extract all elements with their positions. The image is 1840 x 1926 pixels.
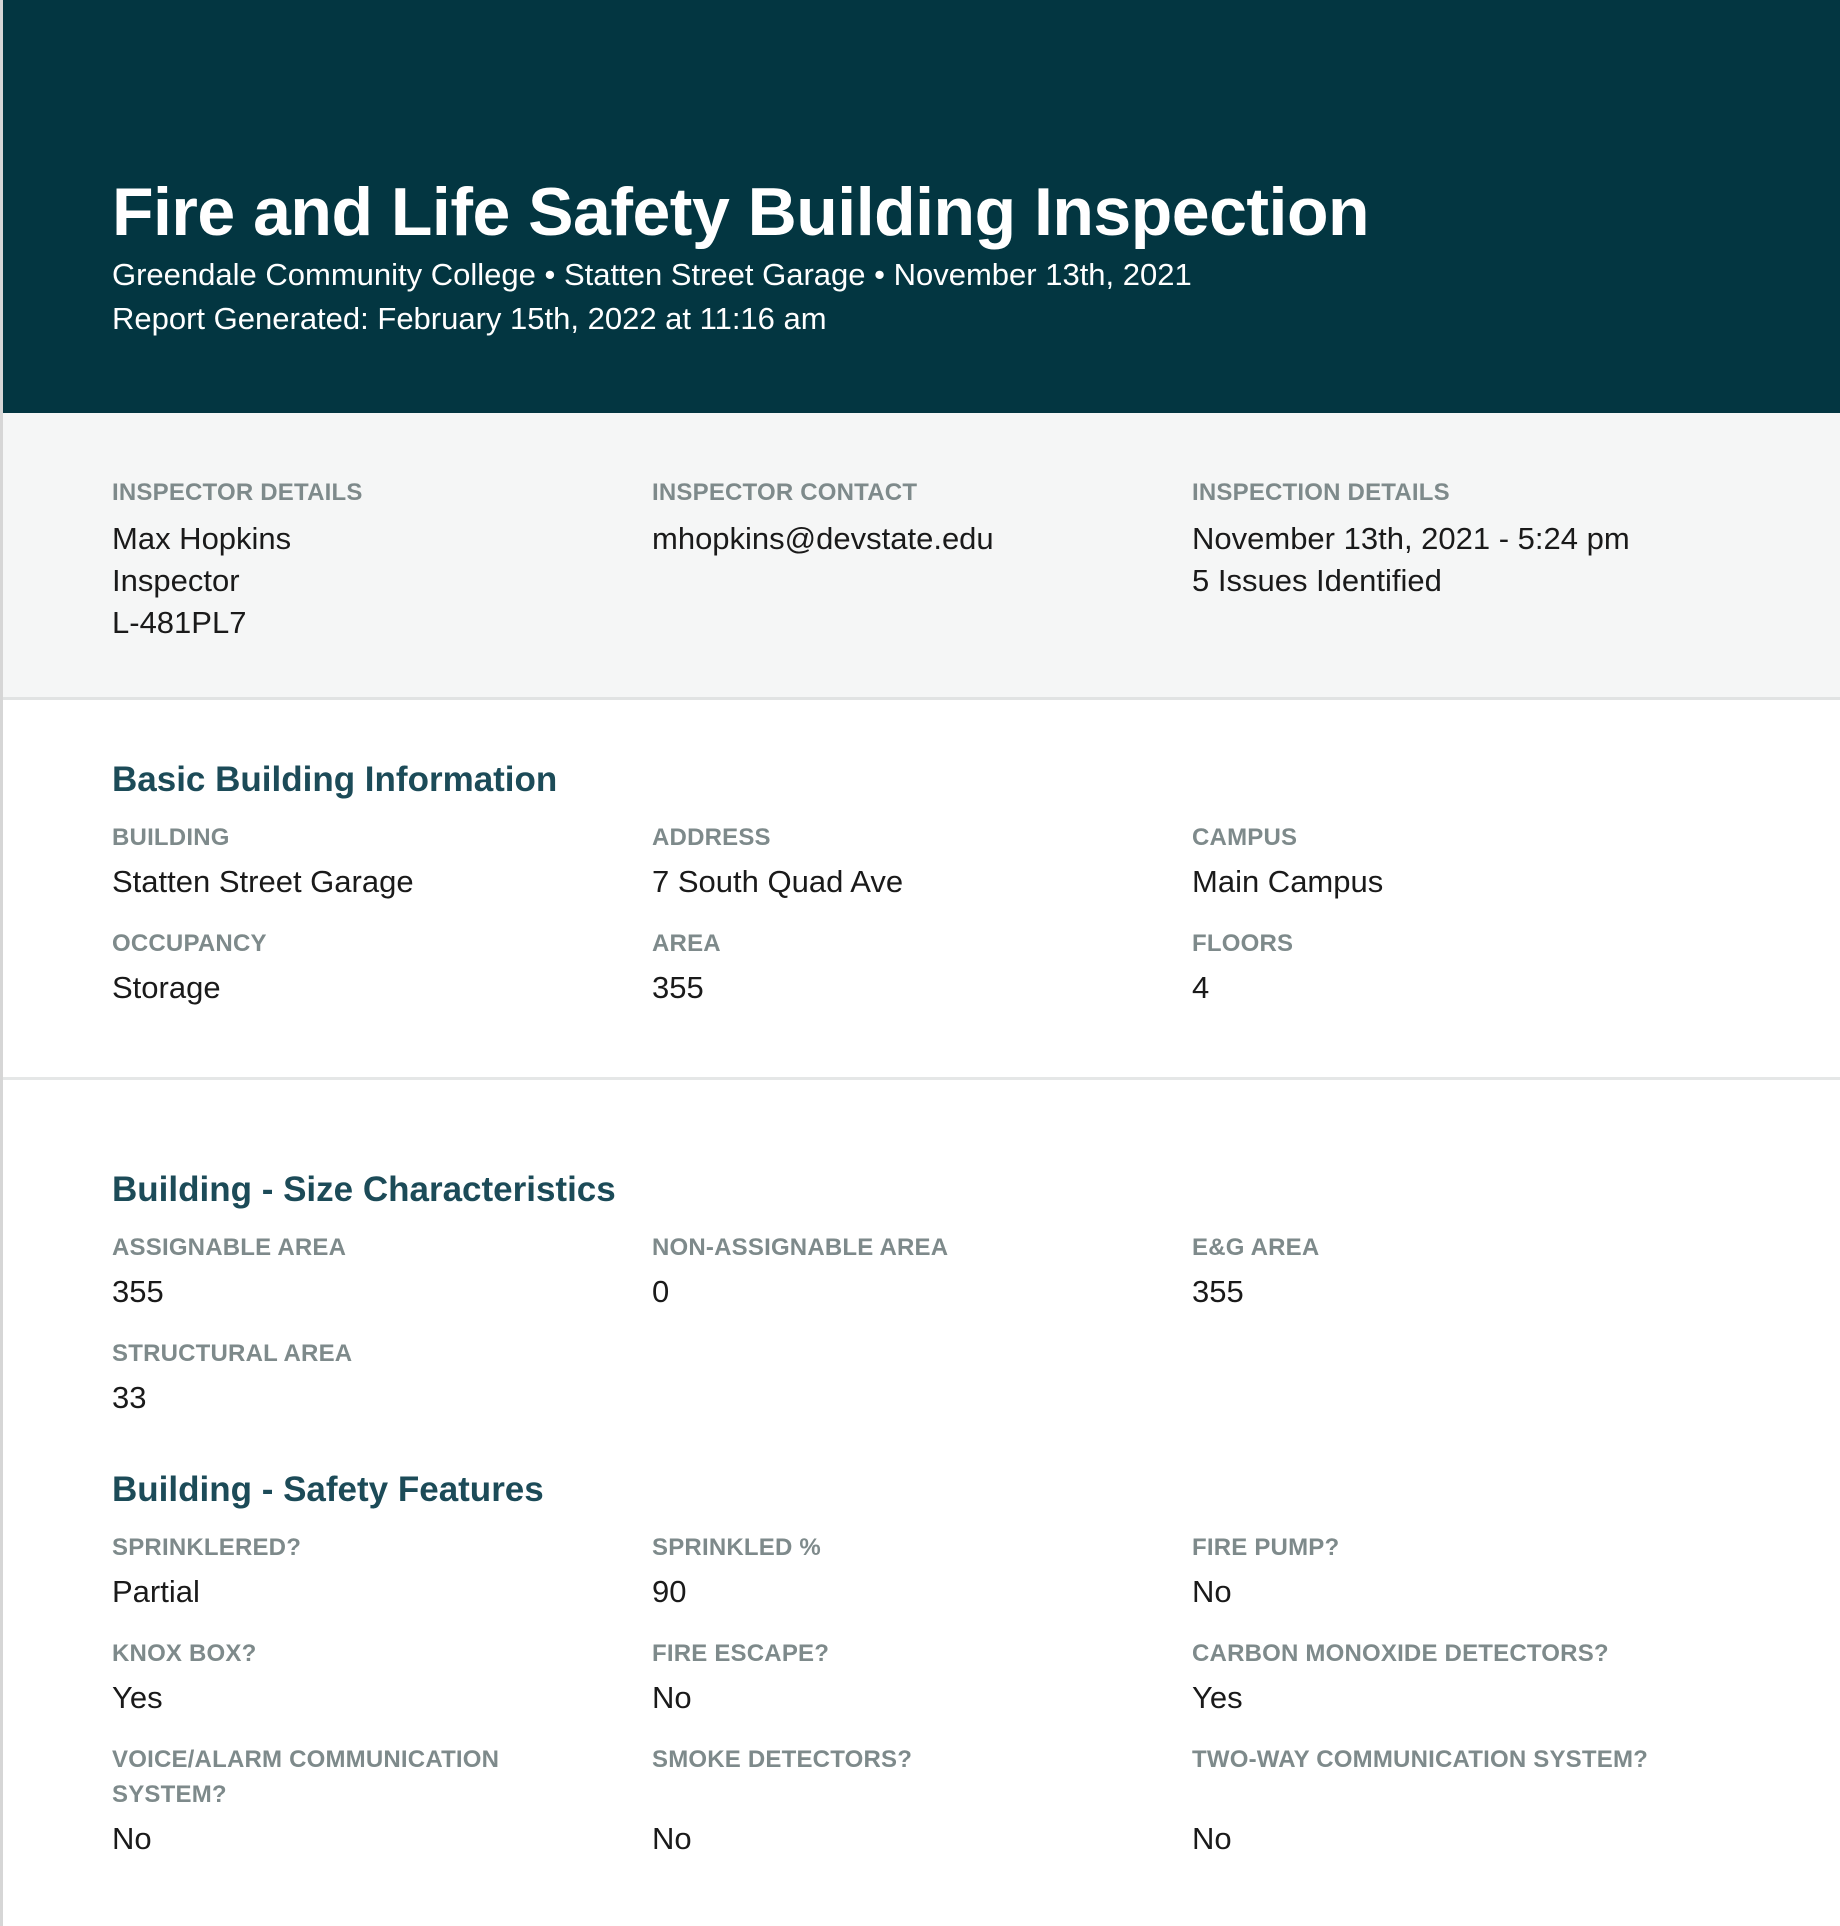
field-value: Yes — [112, 1680, 163, 1715]
field-label: CAMPUS — [1192, 824, 1298, 851]
field-assignable-area — [112, 1230, 652, 1336]
field-label: FIRE PUMP? — [1192, 1534, 1340, 1561]
field-label: BUILDING — [112, 824, 230, 851]
field-value: Yes — [1192, 1680, 1243, 1715]
inspector-contact — [652, 475, 1192, 644]
field-occupancy — [112, 926, 652, 1032]
report-generated: Report Generated: February 15th, 2022 at 11:16 am — [112, 301, 827, 336]
basic-info-title: Basic Building Information — [112, 760, 558, 799]
field-value: Storage — [112, 970, 221, 1005]
basic-info-section — [3, 700, 1840, 1080]
field-value: 355 — [652, 970, 704, 1005]
field-label: NON-ASSIGNABLE AREA — [652, 1234, 949, 1261]
report-subtitle: Greendale Community College • Statten Street Garage • November 13th, 2021 — [112, 257, 1192, 292]
field-label: TWO-WAY COMMUNICATION SYSTEM? — [1192, 1746, 1649, 1773]
field-sprinklered — [112, 1530, 652, 1636]
field-value: No — [112, 1821, 152, 1856]
inspector-band — [3, 413, 1840, 700]
field-fire-escape — [652, 1636, 1192, 1742]
field-label: SMOKE DETECTORS? — [652, 1746, 913, 1773]
inspector-license: L-481PL7 — [112, 605, 247, 640]
field-value: Main Campus — [1192, 864, 1384, 899]
field-label: FIRE ESCAPE? — [652, 1640, 830, 1667]
size-title: Building - Size Characteristics — [112, 1170, 616, 1209]
field-label: SPRINKLERED? — [112, 1534, 302, 1561]
field-value: 0 — [652, 1274, 670, 1309]
field-label: SPRINKLED % — [652, 1534, 821, 1561]
field-value: Statten Street Garage — [112, 864, 414, 899]
field-building — [112, 820, 652, 926]
field-value: 90 — [652, 1574, 687, 1609]
field-value: 355 — [1192, 1274, 1244, 1309]
inspector-contact-label: INSPECTOR CONTACT — [652, 479, 918, 506]
field-fire-pump — [1192, 1530, 1732, 1636]
inspector-details-label: INSPECTOR DETAILS — [112, 479, 363, 506]
field-value: No — [1192, 1821, 1232, 1856]
field-eg-area — [1192, 1230, 1732, 1336]
size-section — [3, 1080, 1840, 1442]
report-title: Fire and Life Safety Building Inspection — [112, 174, 1370, 250]
field-label: KNOX BOX? — [112, 1640, 257, 1667]
inspection-date: November 13th, 2021 - 5:24 pm — [1192, 521, 1630, 556]
field-campus — [1192, 820, 1732, 926]
field-non-assignable-area — [652, 1230, 1192, 1336]
field-address — [652, 820, 1192, 926]
field-value: No — [1192, 1574, 1232, 1609]
inspector-email: mhopkins@devstate.edu — [652, 521, 994, 556]
field-value: No — [652, 1680, 692, 1715]
field-value: No — [652, 1821, 692, 1856]
field-label: CARBON MONOXIDE DETECTORS? — [1192, 1640, 1609, 1667]
inspection-issues: 5 Issues Identified — [1192, 563, 1442, 598]
field-area — [652, 926, 1192, 1032]
inspection-details — [1192, 475, 1732, 644]
safety-section — [3, 1442, 1840, 1860]
field-two-way-comm — [1192, 1742, 1732, 1860]
field-label: OCCUPANCY — [112, 930, 267, 957]
field-label: FLOORS — [1192, 930, 1294, 957]
field-label: AREA — [652, 930, 721, 957]
safety-title: Building - Safety Features — [112, 1470, 544, 1509]
inspection-details-label: INSPECTION DETAILS — [1192, 479, 1450, 506]
field-value: 33 — [112, 1380, 147, 1415]
report-header — [3, 0, 1840, 413]
field-co-detectors — [1192, 1636, 1732, 1742]
field-voice-alarm — [112, 1742, 652, 1860]
inspector-details — [112, 475, 652, 644]
field-structural-area — [112, 1336, 652, 1442]
field-label: ASSIGNABLE AREA — [112, 1234, 347, 1261]
field-label: E&G AREA — [1192, 1234, 1320, 1261]
field-value: Partial — [112, 1574, 200, 1609]
field-label: VOICE/ALARM COMMUNICATION SYSTEM? — [112, 1746, 500, 1808]
field-smoke-detectors — [652, 1742, 1192, 1860]
field-value: 355 — [112, 1274, 164, 1309]
field-label: STRUCTURAL AREA — [112, 1340, 353, 1367]
field-knox-box — [112, 1636, 652, 1742]
inspector-name: Max Hopkins — [112, 521, 292, 556]
field-value: 7 South Quad Ave — [652, 864, 904, 899]
inspector-role: Inspector — [112, 563, 240, 598]
field-value: 4 — [1192, 970, 1210, 1005]
field-label: ADDRESS — [652, 824, 771, 851]
field-sprinkled-percent — [652, 1530, 1192, 1636]
field-floors — [1192, 926, 1732, 1032]
